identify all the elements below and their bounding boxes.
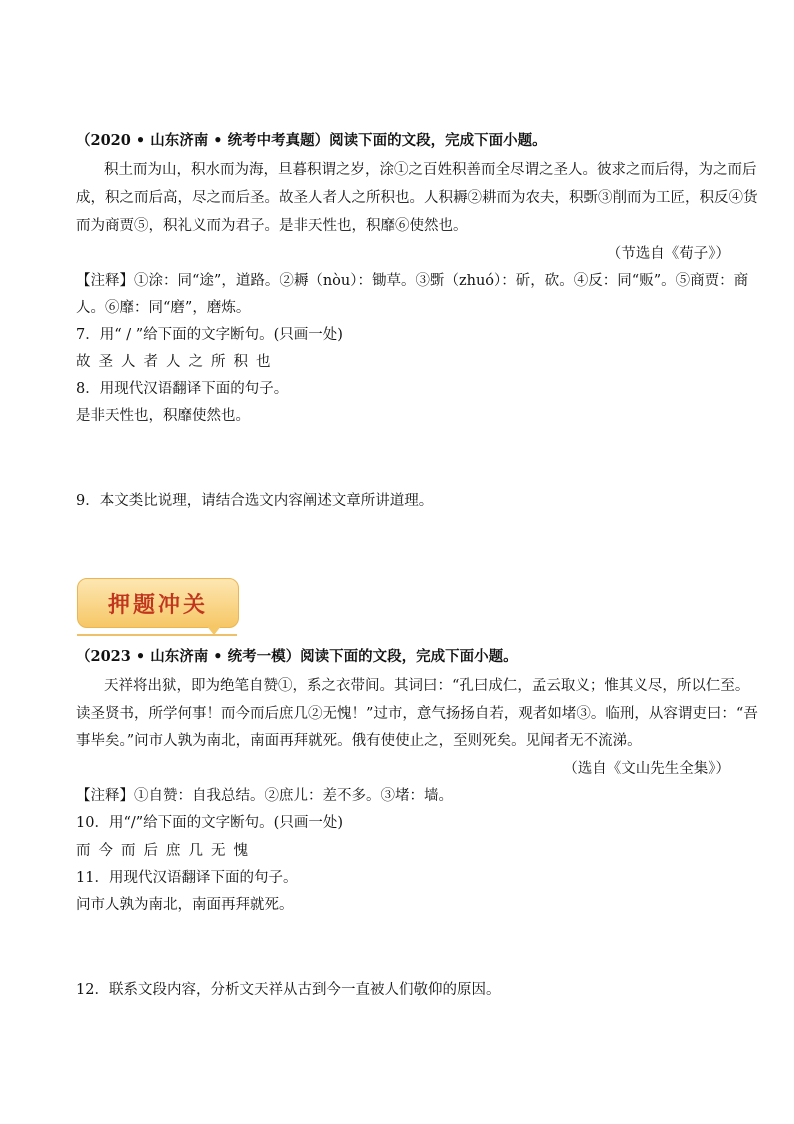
section2-source: （选自《文山先生全集》） <box>563 761 730 777</box>
question-9: 9．本文类比说理，请结合选文内容阐述文章所讲道理。 <box>76 493 434 509</box>
question-10-text: 而今而后庶几无愧 <box>76 843 256 859</box>
section1-notes-line-2: 人。⑥靡：同“磨”，磨炼。 <box>76 300 251 316</box>
badge-underline <box>77 634 237 636</box>
question-10: 10．用“/”给下面的文字断句。(只画一处) <box>76 815 343 831</box>
question-8-text: 是非天性也，积靡使然也。 <box>76 408 250 424</box>
question-11: 11．用现代汉语翻译下面的句子。 <box>76 870 298 886</box>
badge-label: 押题冲关 <box>107 593 208 618</box>
section1-paragraph-line-1: 积土而为山，积水而为海，旦暮积谓之岁，涂①之百姓积善而全尽谓之圣人。彼求之而后得，为之而后 <box>104 162 757 178</box>
question-7: 7．用“ / ”给下面的文字断句。(只画一处) <box>76 327 343 343</box>
question-11-text: 问市人孰为南北，南面再拜就死。 <box>76 897 294 913</box>
section2-paragraph-line-1: 天祥将出狱，即为绝笔自赞①，系之衣带间。其词曰：“孔曰成仁，孟云取义；惟其义尽，所以仁至。 <box>104 678 750 694</box>
section1-paragraph-line-2: 成，积之而后高，尽之而后圣。故圣人者人之所积也。人积耨②耕而为农夫，积斲③削而为工匠，积反④货 <box>76 190 758 206</box>
section1-intro: （2020 • 山东济南 • 统考中考真题）阅读下面的文段，完成下面小题。 <box>76 132 547 149</box>
question-12: 12．联系文段内容，分析文天祥从古到今一直被人们敬仰的原因。 <box>76 982 501 998</box>
section2-paragraph-line-3: 事毕矣。”问市人孰为南北，南面再拜就死。俄有使使止之，至则死矣。见闻者无不流涕。 <box>76 733 642 749</box>
question-8: 8．用现代汉语翻译下面的句子。 <box>76 381 289 397</box>
section2-paragraph-line-2: 读圣贤书，所学何事！而今而后庶几②无愧！”过市，意气扬扬自若，观者如堵③。临刑，从容谓吏曰：“吾 <box>76 706 758 722</box>
yati-chongguan-badge <box>77 578 239 628</box>
section2-notes: 【注释】①自赞：自我总结。②庶儿：差不多。③堵：墙。 <box>76 788 453 804</box>
section1-paragraph-line-3: 而为商贾⑤，积礼义而为君子。是非天性也，积靡⑥使然也。 <box>76 218 468 234</box>
section1-source: （节选自《荀子》） <box>606 246 730 262</box>
section2-intro: （2023 • 山东济南 • 统考一模）阅读下面的文段，完成下面小题。 <box>76 648 518 665</box>
question-7-text: 故圣人者人之所积也 <box>76 354 279 370</box>
section1-notes-line-1: 【注释】①涂：同“途”，道路。②耨（nòu）：锄草。③斲（zhuó）：斫，砍。④反：同“贩”。⑤商贾：商 <box>76 273 749 289</box>
